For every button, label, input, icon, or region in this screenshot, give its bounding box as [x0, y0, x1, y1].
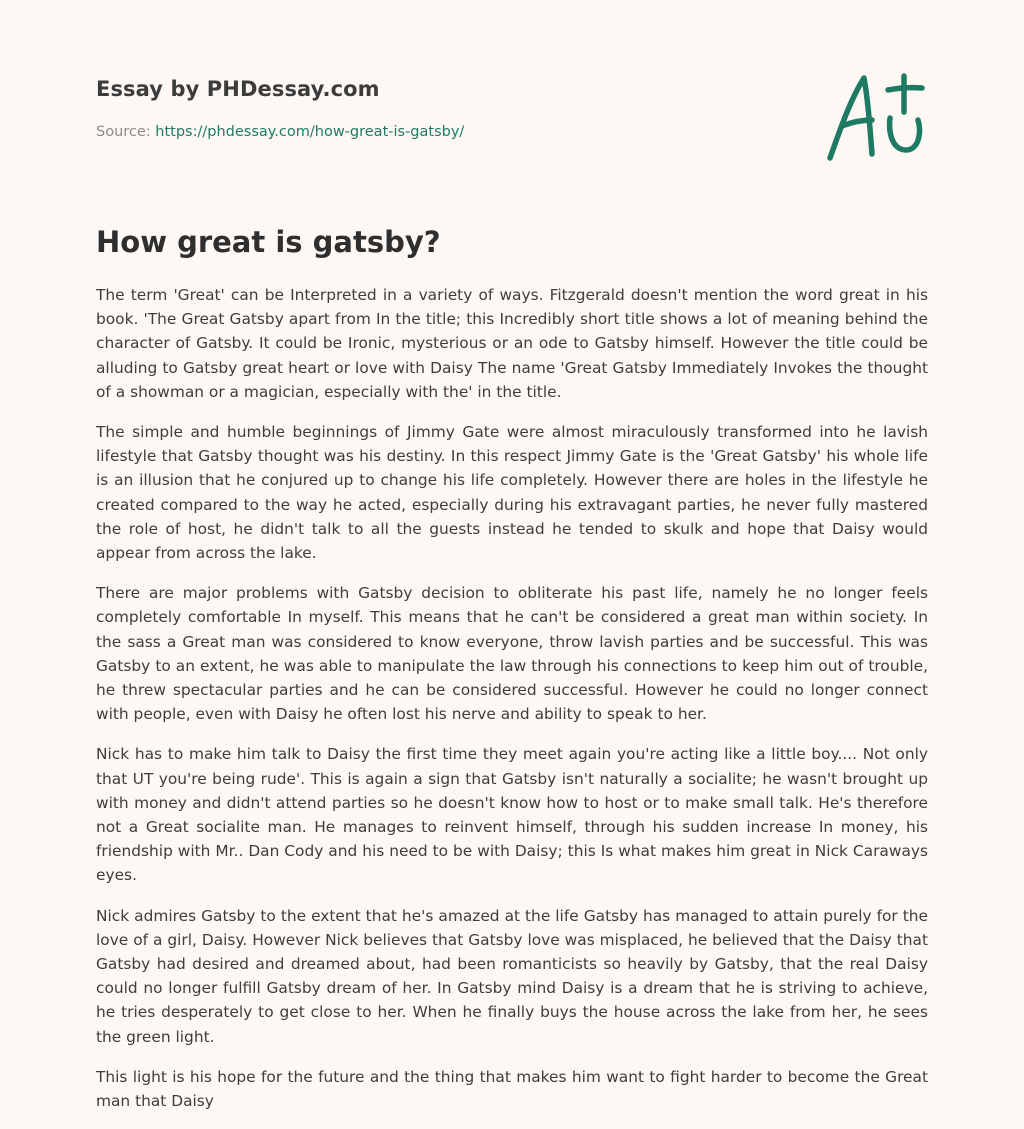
essay-title: How great is gatsby? — [96, 225, 441, 259]
essay-paragraph: The simple and humble beginnings of Jimmy Gate were almost miraculously transformed into he lavish lifestyle that Gatsby thought was his destiny. In this respect Jimmy Gate is the 'Great Gatsby' his whole life is an illusion that he conjured up to change his life completely. However there are holes in the lifestyle he created compared to the way he acted, especially during his extravagant parties, he never fully mastered the role of host, he didn't talk to all the guests instead he tended to skulk and hope that Daisy would appear from across the lake. — [96, 423, 928, 563]
essay-body — [96, 283, 928, 1129]
site-brand: Essay by PHDessay.com — [96, 77, 380, 101]
essay-paragraph: There are major problems with Gatsby decision to obliterate his past life, namely he no longer feels completely comfortable In myself. This means that he can't be considered a great man within society. In the sass a Great man was considered to know everyone, throw lavish parties and be successful. This was Gatsby to an extent, he was able to manipulate the law through his connections to keep him out of trouble, he threw spectacular parties and he can be considered successful. However he could no longer connect with people, even with Daisy he often lost his nerve and ability to speak to her. — [96, 584, 928, 724]
essay-paragraph: Nick admires Gatsby to the extent that he's amazed at the life Gatsby has managed to attain purely for the love of a girl, Daisy. However Nick believes that Gatsby love was misplaced, he believed that the Daisy that Gatsby had desired and dreamed about, had been romanticists so heavily by Gatsby, that the real Daisy could no longer fulfill Gatsby dream of her. In Gatsby mind Daisy is a dream that he is striving to achieve, he tries desperately to get close to her. When he finally buys the house across the lake from her, he sees the green light. — [96, 906, 928, 1046]
source-label: Source: — [96, 124, 156, 140]
source-line — [96, 124, 464, 140]
essay-paragraph: This light is his hope for the future and the thing that makes him want to fight harder to become the Great man that Daisy — [96, 1067, 928, 1111]
essay-paragraph: Nick has to make him talk to Daisy the first time they meet again you're acting like a little boy.... Not only that UT you're being rude'. This is again a sign that Gatsby isn't naturally a socialite; he wasn't brought up with money and didn't attend parties so he doesn't know how to host or to make small talk. He's therefore not a Great socialite man. He manages to reinvent himself, through his sudden increase In money, his friendship with Mr.. Dan Cody and his need to be with Daisy; this Is what makes him great in Nick Caraways eyes. — [96, 745, 928, 885]
source-link[interactable]: https://phdessay.com/how-great-is-gatsby/ — [155, 124, 465, 140]
essay-paragraph: The term 'Great' can be Interpreted in a variety of ways. Fitzgerald doesn't mention the word great in his book. 'The Great Gatsby apart from In the title; this Incredibly short title shows a lot of meaning behind the character of Gatsby. It could be Ironic, mysterious or an ode to Gatsby himself. However the title could be alluding to Gatsby great heart or love with Daisy The name 'Great Gatsby Immediately Invokes the thought of a showman or a magician, especially with the' in the title. — [96, 286, 928, 401]
a-plus-logo-icon — [826, 70, 926, 164]
